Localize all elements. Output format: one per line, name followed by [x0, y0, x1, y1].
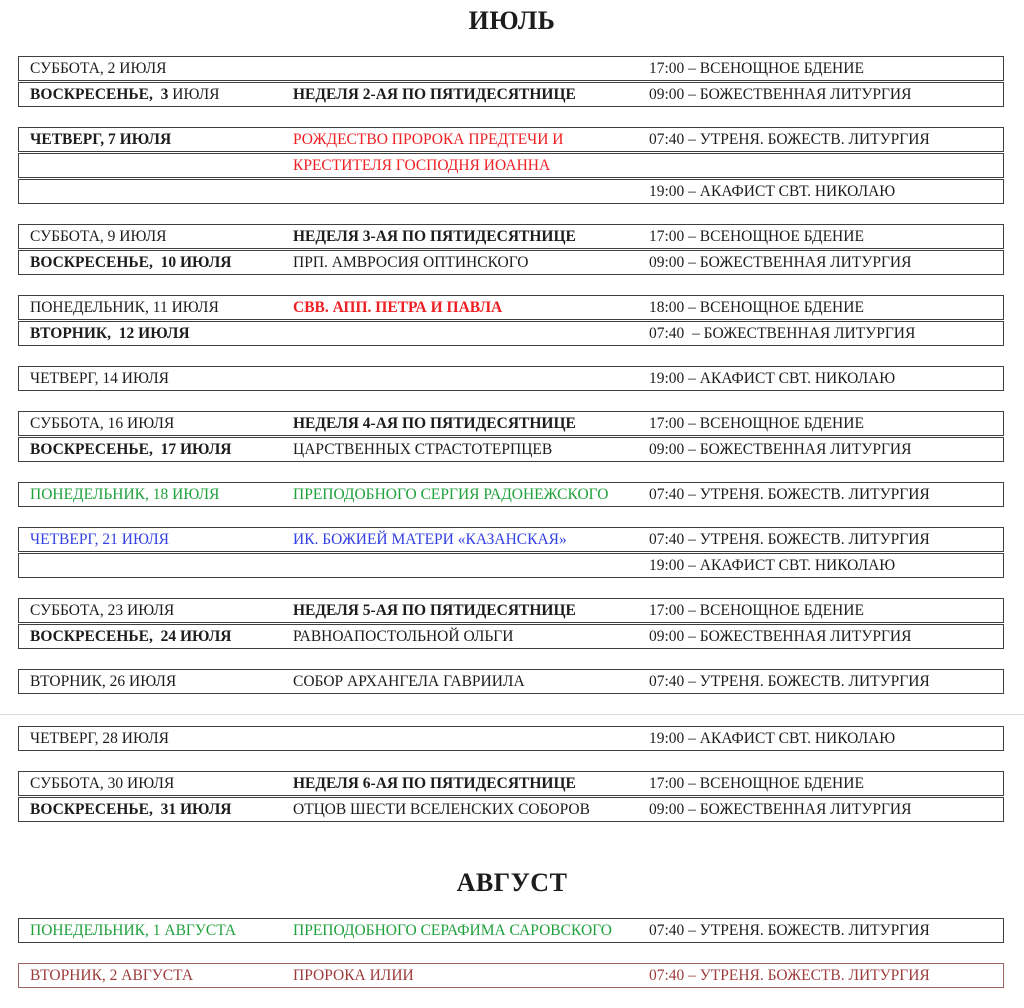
schedule-block — [18, 598, 1004, 649]
text-part: ПРП. АМВРОСИЯ ОПТИНСКОГО — [293, 254, 529, 271]
schedule-row — [18, 482, 1004, 507]
text-part: ВОСКРЕСЕНЬЕ, 17 ИЮЛЯ — [30, 441, 232, 458]
feast-cell — [293, 83, 649, 106]
text-part: 09:00 – БОЖЕСТВЕННАЯ ЛИТУРГИЯ — [649, 86, 912, 103]
feast-cell — [293, 225, 649, 248]
date-cell — [19, 483, 293, 506]
text-part: ИК. БОЖИЕЙ МАТЕРИ «КАЗАНСКАЯ» — [293, 531, 567, 548]
text-part: ВОСКРЕСЕНЬЕ, 24 ИЮЛЯ — [30, 628, 232, 645]
time-cell — [649, 599, 1003, 622]
schedule-block — [18, 726, 1004, 751]
text-part: ЦАРСТВЕННЫХ СТРАСТОТЕРПЦЕВ — [293, 441, 553, 458]
schedule-row — [18, 624, 1004, 649]
schedule-block — [18, 224, 1004, 275]
text-part: 07:40 – УТРЕНЯ. БОЖЕСТВ. ЛИТУРГИЯ — [649, 486, 930, 503]
month-title: АВГУСТ — [456, 868, 568, 897]
schedule-block — [18, 295, 1004, 346]
feast-cell — [293, 412, 649, 435]
text-part: ЧЕТВЕРГ, 21 ИЮЛЯ — [30, 531, 169, 548]
text-part: ПОНЕДЕЛЬНИК, 11 ИЮЛЯ — [30, 299, 219, 316]
text-part: СУББОТА, 30 ИЮЛЯ — [30, 775, 175, 792]
feast-cell — [293, 599, 649, 622]
text-part: ОТЦОВ ШЕСТИ ВСЕЛЕНСКИХ СОБОРОВ — [293, 801, 590, 818]
date-cell — [19, 128, 293, 151]
text-part: ПОНЕДЕЛЬНИК, 18 ИЮЛЯ — [30, 486, 220, 503]
schedule-block — [18, 771, 1004, 822]
text-part: ПРЕПОДОБНОГО СЕРАФИМА САРОВСКОГО — [293, 922, 612, 939]
date-cell — [19, 83, 293, 106]
feast-cell — [293, 483, 649, 506]
date-cell — [19, 296, 293, 319]
text-part: СУББОТА, 2 ИЮЛЯ — [30, 60, 167, 77]
text-part: ПРЕПОДОБНОГО СЕРГИЯ РАДОНЕЖСКОГО — [293, 486, 609, 503]
schedule-row — [18, 669, 1004, 694]
month-blocks — [0, 36, 1024, 822]
text-part: 07:40 – УТРЕНЯ. БОЖЕСТВ. ЛИТУРГИЯ — [649, 531, 930, 548]
text-part: СУББОТА, 23 ИЮЛЯ — [30, 602, 175, 619]
time-cell — [649, 251, 1003, 274]
text-part: 17:00 – ВСЕНОЩНОЕ БДЕНИЕ — [649, 775, 864, 792]
text-part: РАВНОАПОСТОЛЬНОЙ ОЛЬГИ — [293, 628, 514, 645]
schedule-row — [18, 527, 1004, 552]
feast-cell — [293, 438, 649, 461]
text-part: 07:40 – УТРЕНЯ. БОЖЕСТВ. ЛИТУРГИЯ — [649, 673, 930, 690]
page-break-divider — [0, 714, 1024, 715]
feast-cell — [293, 625, 649, 648]
text-part: 17:00 – ВСЕНОЩНОЕ БДЕНИЕ — [649, 60, 864, 77]
time-cell — [649, 772, 1003, 795]
time-cell — [649, 57, 1003, 80]
date-cell — [19, 251, 293, 274]
text-part: НЕДЕЛЯ 3-АЯ ПО ПЯТИДЕСЯТНИЦЕ — [293, 228, 576, 245]
text-part: 18:00 – ВСЕНОЩНОЕ БДЕНИЕ — [649, 299, 864, 316]
time-cell — [649, 180, 1003, 203]
schedule-row — [18, 918, 1004, 943]
text-part: 19:00 – АКАФИСТ СВТ. НИКОЛАЮ — [649, 183, 896, 200]
date-cell — [19, 670, 293, 693]
date-cell — [19, 919, 293, 942]
feast-cell — [293, 528, 649, 551]
schedule-row — [18, 726, 1004, 751]
time-cell — [649, 727, 1003, 750]
text-part: 17:00 – ВСЕНОЩНОЕ БДЕНИЕ — [649, 228, 864, 245]
text-part: 17:00 – ВСЕНОЩНОЕ БДЕНИЕ — [649, 415, 864, 432]
time-cell — [649, 412, 1003, 435]
text-part: РОЖДЕСТВО ПРОРОКА ПРЕДТЕЧИ И — [293, 131, 564, 148]
schedule-row — [18, 771, 1004, 796]
schedule-row — [18, 553, 1004, 578]
date-cell — [19, 599, 293, 622]
month-title: ИЮЛЬ — [468, 6, 556, 35]
date-cell — [19, 412, 293, 435]
time-cell — [649, 964, 1003, 987]
date-cell — [19, 322, 293, 345]
text-part: 07:40 – БОЖЕСТВЕННАЯ ЛИТУРГИЯ — [649, 325, 916, 342]
schedule-row — [18, 598, 1004, 623]
date-cell — [19, 964, 293, 987]
time-cell — [649, 322, 1003, 345]
date-cell — [19, 625, 293, 648]
schedule-row — [18, 321, 1004, 346]
text-part: СУББОТА, 16 ИЮЛЯ — [30, 415, 175, 432]
schedule-block — [18, 56, 1004, 107]
time-cell — [649, 554, 1003, 577]
schedule-block — [18, 366, 1004, 391]
schedule-row — [18, 963, 1004, 988]
text-part: НЕДЕЛЯ 2-АЯ ПО ПЯТИДЕСЯТНИЦЕ — [293, 86, 576, 103]
text-part: ВОСКРЕСЕНЬЕ, 31 ИЮЛЯ — [30, 801, 232, 818]
date-cell — [19, 225, 293, 248]
text-part: ВТОРНИК, 12 ИЮЛЯ — [30, 325, 190, 342]
text-part: НЕДЕЛЯ 5-АЯ ПО ПЯТИДЕСЯТНИЦЕ — [293, 602, 576, 619]
text-part: НЕДЕЛЯ 6-АЯ ПО ПЯТИДЕСЯТНИЦЕ — [293, 775, 576, 792]
time-cell — [649, 296, 1003, 319]
text-part: 07:40 – УТРЕНЯ. БОЖЕСТВ. ЛИТУРГИЯ — [649, 922, 930, 939]
text-part: ПРОРОКА ИЛИИ — [293, 967, 414, 984]
time-cell — [649, 483, 1003, 506]
schedule-row — [18, 437, 1004, 462]
schedule-row — [18, 179, 1004, 204]
schedule-block — [18, 527, 1004, 578]
time-cell — [649, 367, 1003, 390]
schedule-block — [18, 127, 1004, 204]
text-part: НЕДЕЛЯ 4-АЯ ПО ПЯТИДЕСЯТНИЦЕ — [293, 415, 576, 432]
text-part: ИЮЛЯ — [168, 86, 220, 103]
time-cell — [649, 919, 1003, 942]
text-part: 07:40 – УТРЕНЯ. БОЖЕСТВ. ЛИТУРГИЯ — [649, 967, 930, 984]
text-part: 19:00 – АКАФИСТ СВТ. НИКОЛАЮ — [649, 370, 896, 387]
text-part: СУББОТА, 9 ИЮЛЯ — [30, 228, 167, 245]
time-cell — [649, 798, 1003, 821]
schedule-block — [18, 411, 1004, 462]
text-part: ВТОРНИК, 2 АВГУСТА — [30, 967, 194, 984]
feast-cell — [293, 919, 649, 942]
schedule-row — [18, 82, 1004, 107]
time-cell — [649, 438, 1003, 461]
date-cell — [19, 798, 293, 821]
text-part: ЧЕТВЕРГ, 7 ИЮЛЯ — [30, 131, 172, 148]
schedule-row — [18, 153, 1004, 178]
schedule-row — [18, 127, 1004, 152]
time-cell — [649, 128, 1003, 151]
text-part: СВВ. АПП. ПЕТРА И ПАВЛА — [293, 299, 503, 316]
feast-cell — [293, 670, 649, 693]
date-cell — [19, 438, 293, 461]
feast-cell — [293, 798, 649, 821]
schedule-block — [18, 963, 1004, 988]
text-part: СОБОР АРХАНГЕЛА ГАВРИИЛА — [293, 673, 525, 690]
text-part: 07:40 – УТРЕНЯ. БОЖЕСТВ. ЛИТУРГИЯ — [649, 131, 930, 148]
time-cell — [649, 225, 1003, 248]
text-part: КРЕСТИТЕЛЯ ГОСПОДНЯ ИОАННА — [293, 157, 551, 174]
schedule-row — [18, 224, 1004, 249]
time-cell — [649, 528, 1003, 551]
schedule-block — [18, 669, 1004, 694]
date-cell — [19, 528, 293, 551]
text-part: ЧЕТВЕРГ, 14 ИЮЛЯ — [30, 370, 169, 387]
text-part: 17:00 – ВСЕНОЩНОЕ БДЕНИЕ — [649, 602, 864, 619]
time-cell — [649, 625, 1003, 648]
month-blocks — [0, 898, 1024, 988]
text-part: 09:00 – БОЖЕСТВЕННАЯ ЛИТУРГИЯ — [649, 254, 912, 271]
text-part: 19:00 – АКАФИСТ СВТ. НИКОЛАЮ — [649, 557, 896, 574]
time-cell — [649, 670, 1003, 693]
feast-cell — [293, 772, 649, 795]
schedule-row — [18, 295, 1004, 320]
schedule-row — [18, 56, 1004, 81]
text-part: ВТОРНИК, 26 ИЮЛЯ — [30, 673, 177, 690]
date-cell — [19, 727, 293, 750]
date-cell — [19, 57, 293, 80]
text-part: 19:00 – АКАФИСТ СВТ. НИКОЛАЮ — [649, 730, 896, 747]
schedule-row — [18, 411, 1004, 436]
text-part: ПОНЕДЕЛЬНИК, 1 АВГУСТА — [30, 922, 237, 939]
schedule-block — [18, 482, 1004, 507]
schedule-row — [18, 797, 1004, 822]
text-part: ВОСКРЕСЕНЬЕ, 3 — [30, 86, 169, 103]
schedule-row — [18, 366, 1004, 391]
text-part: ВОСКРЕСЕНЬЕ, 10 ИЮЛЯ — [30, 254, 232, 271]
text-part: ЧЕТВЕРГ, 28 ИЮЛЯ — [30, 730, 169, 747]
text-part: 09:00 – БОЖЕСТВЕННАЯ ЛИТУРГИЯ — [649, 628, 912, 645]
text-part: 09:00 – БОЖЕСТВЕННАЯ ЛИТУРГИЯ — [649, 441, 912, 458]
date-cell — [19, 367, 293, 390]
feast-cell — [293, 964, 649, 987]
time-cell — [649, 83, 1003, 106]
feast-cell — [293, 154, 649, 177]
date-cell — [19, 772, 293, 795]
schedule-block — [18, 918, 1004, 943]
feast-cell — [293, 251, 649, 274]
feast-cell — [293, 128, 649, 151]
schedule-row — [18, 250, 1004, 275]
feast-cell — [293, 296, 649, 319]
text-part: 09:00 – БОЖЕСТВЕННАЯ ЛИТУРГИЯ — [649, 801, 912, 818]
